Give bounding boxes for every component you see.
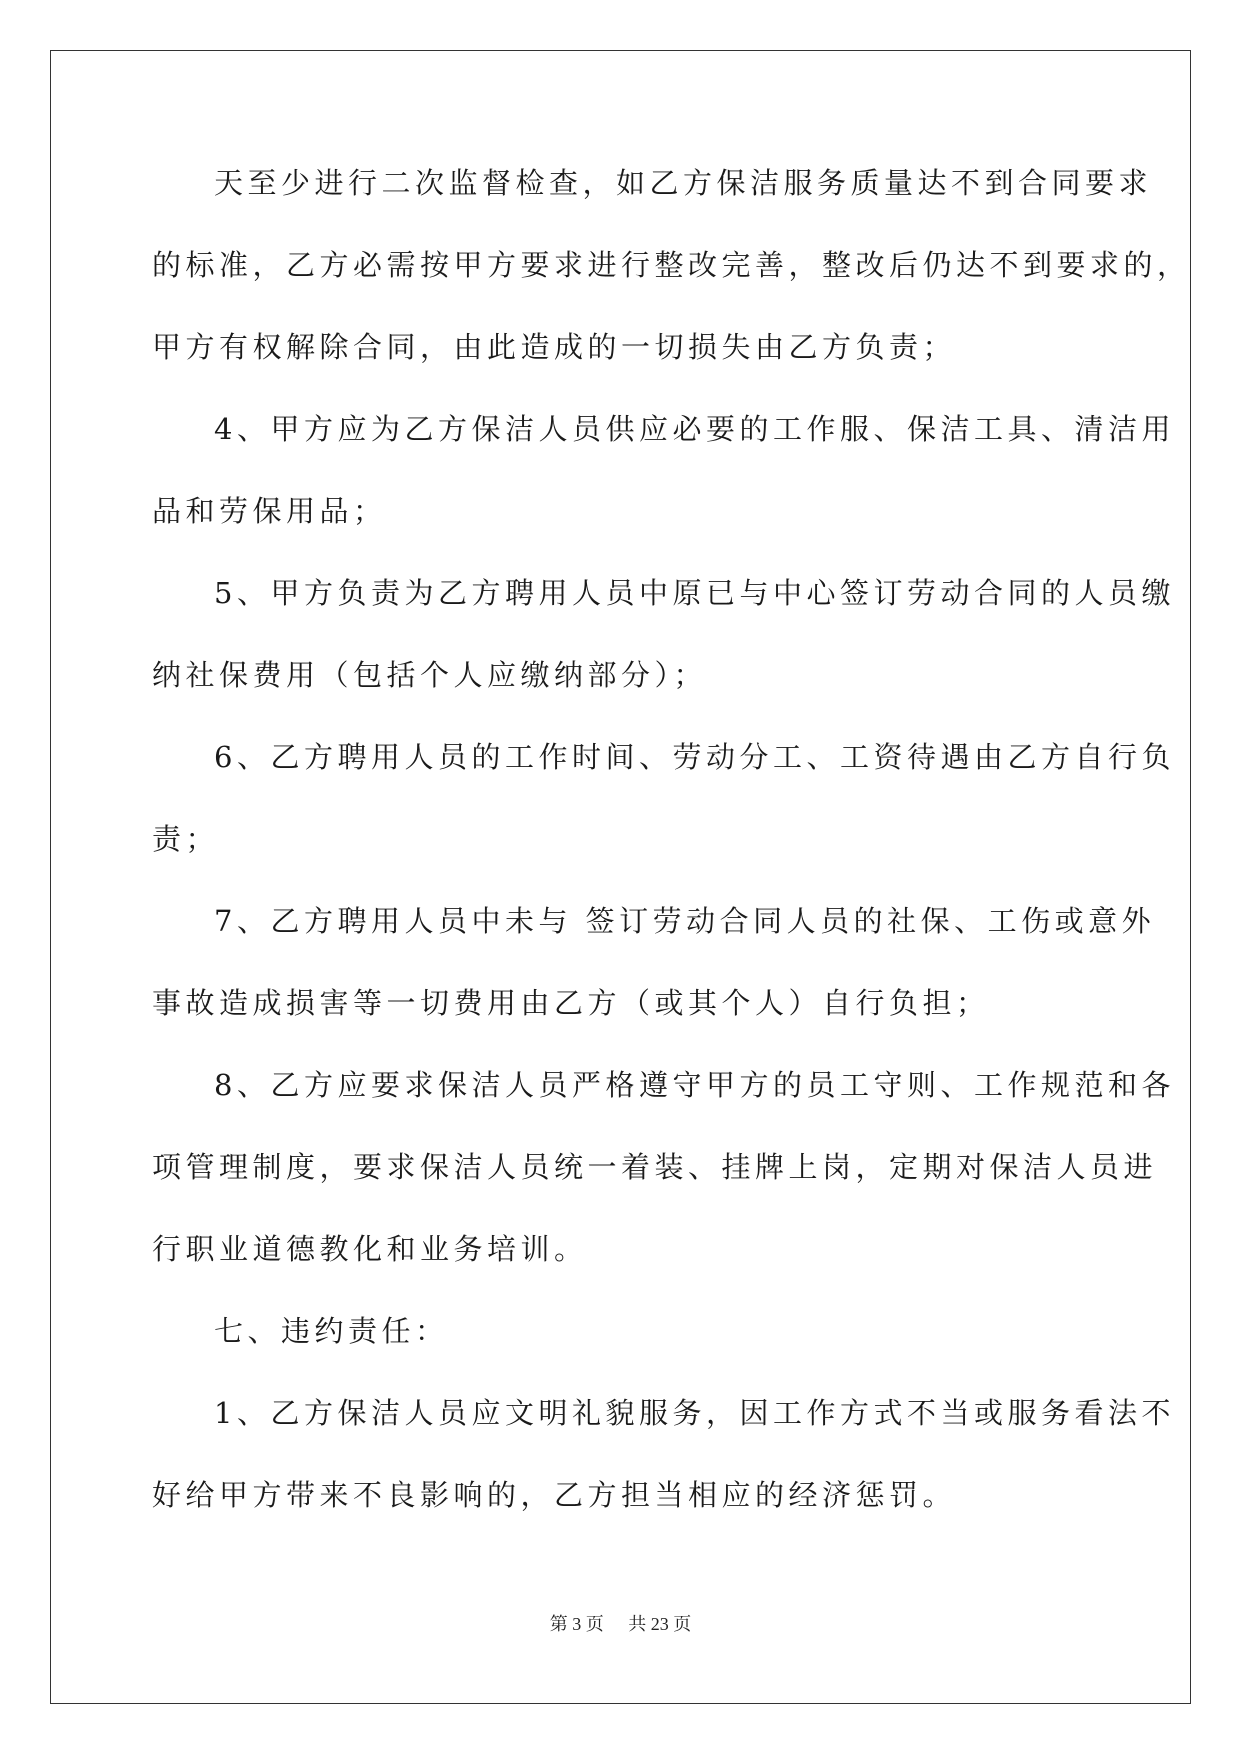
- text-line: 项管理制度，要求保洁人员统一着装、挂牌上岗，定期对保洁人员进: [152, 1150, 1158, 1184]
- text-line: 好给甲方带来不良影响的，乙方担当相应的经济惩罚。: [152, 1478, 957, 1512]
- text-line: 6、乙方聘用人员的工作时间、劳动分工、工资待遇由乙方自行负: [214, 740, 1175, 774]
- text-line: 品和劳保用品；: [152, 494, 387, 528]
- text-line: 8、乙方应要求保洁人员严格遵守甲方的员工守则、工作规范和各: [214, 1068, 1175, 1102]
- text-line: 的标准，乙方必需按甲方要求进行整改完善，整改后仍达不到要求的，: [152, 248, 1191, 282]
- text-line: 甲方有权解除合同，由此造成的一切损失由乙方负责；: [152, 330, 957, 364]
- page-total: 共 23 页: [628, 1614, 692, 1634]
- text-line: 责；: [152, 822, 220, 856]
- text-line: 5、甲方负责为乙方聘用人员中原已与中心签订劳动合同的人员缴: [214, 576, 1175, 610]
- text-line: 事故造成损害等一切费用由乙方（或其个人）自行负担；: [152, 986, 990, 1020]
- section-heading: 七、违约责任：: [214, 1314, 449, 1348]
- text-line: 7、乙方聘用人员中未与 签订劳动合同人员的社保、工伤或意外: [214, 904, 1156, 938]
- text-line: 行职业道德教化和业务培训。: [152, 1232, 588, 1266]
- text-line: 天至少进行二次监督检查，如乙方保洁服务质量达不到合同要求: [214, 166, 1153, 200]
- text-line: 纳社保费用（包括个人应缴纳部分）；: [152, 658, 708, 692]
- document-body: [152, 163, 1191, 1557]
- text-line: 1、乙方保洁人员应文明礼貌服务，因工作方式不当或服务看法不: [214, 1396, 1175, 1430]
- page-number: 第 3 页: [549, 1614, 604, 1634]
- text-line: 4、甲方应为乙方保洁人员供应必要的工作服、保洁工具、清洁用: [214, 412, 1175, 446]
- page-footer: [0, 1610, 1241, 1636]
